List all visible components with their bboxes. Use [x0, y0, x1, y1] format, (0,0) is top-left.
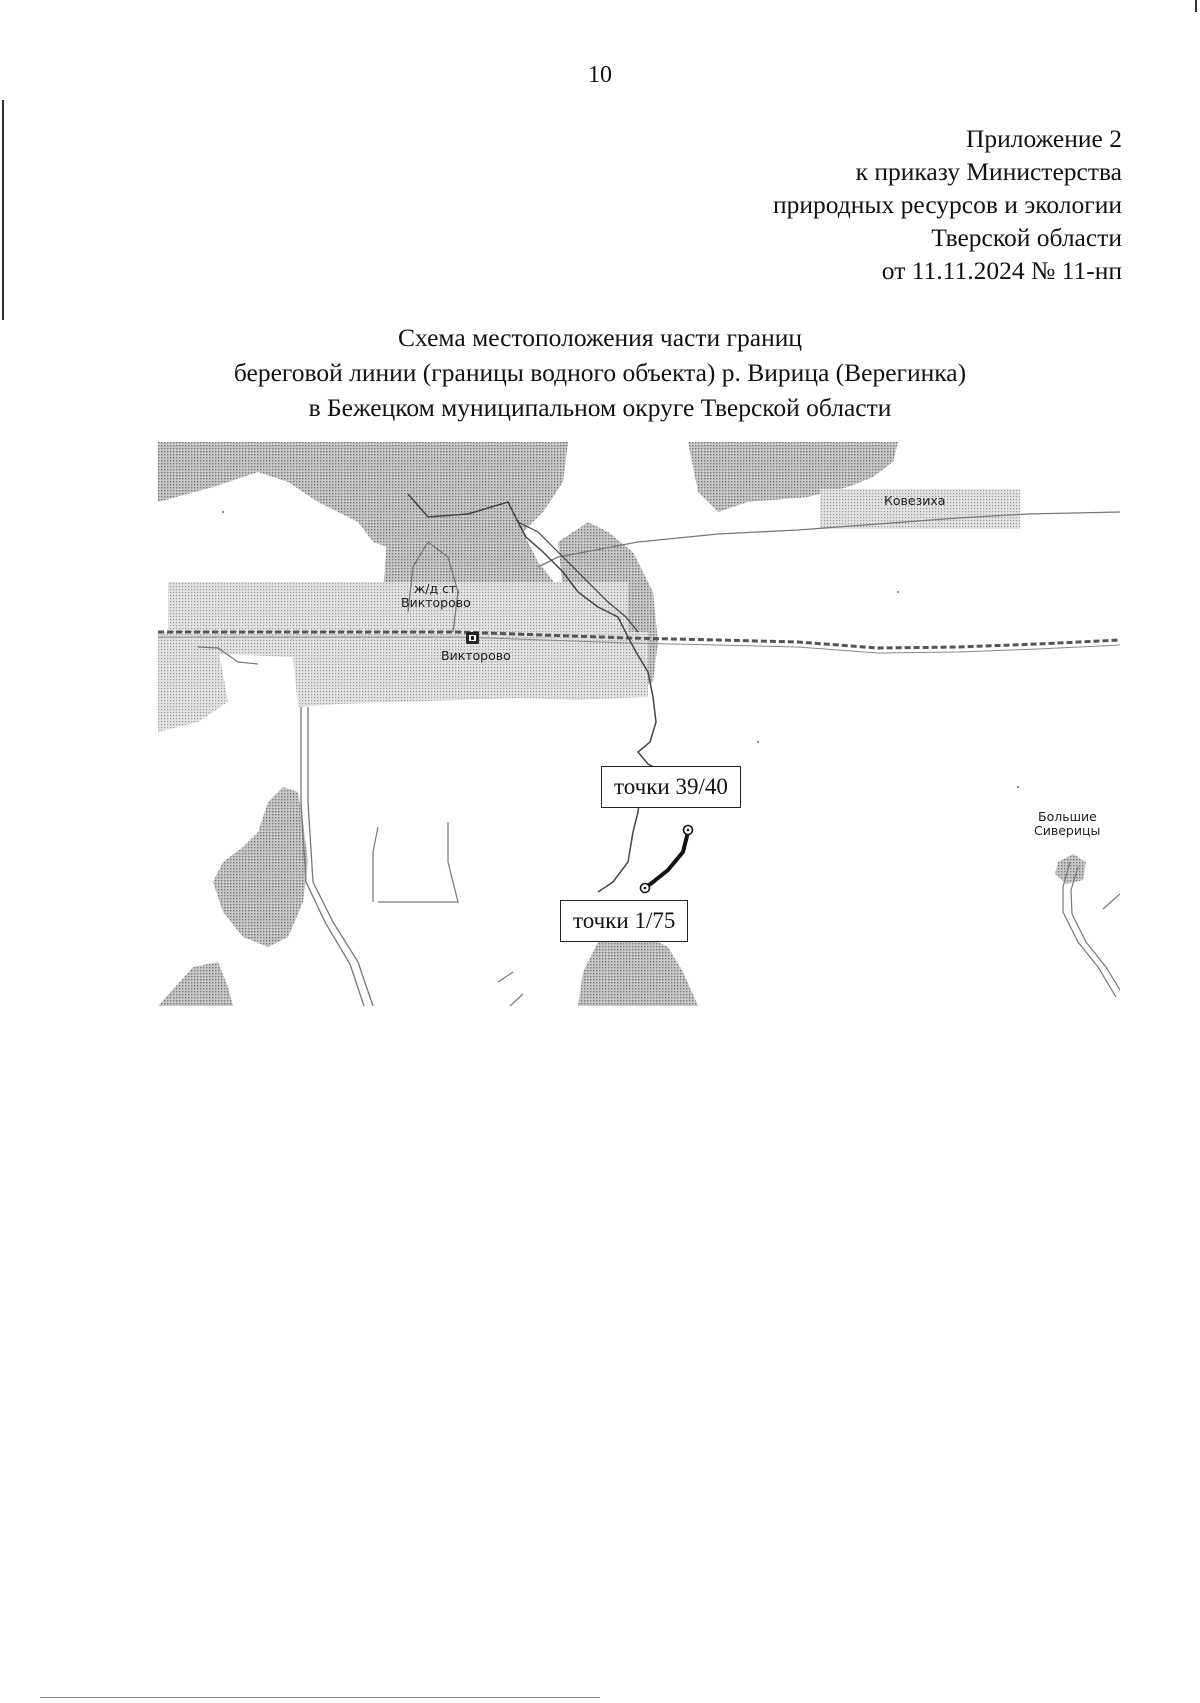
settlement-west-edge: [158, 642, 228, 732]
appendix-line: природных ресурсов и экологии: [772, 190, 1122, 219]
road-west-south: [308, 707, 373, 1006]
appendix-line: Приложение 2: [966, 124, 1122, 153]
callout-points-1-75: точки 1/75: [560, 900, 688, 942]
title-line: в Бежецком муниципальном округе Тверской области: [308, 393, 892, 422]
title-line: Схема местоположения части границ: [397, 323, 803, 352]
appendix-line: Тверской области: [931, 223, 1122, 252]
page-number: 10: [588, 62, 612, 88]
road-west-south-2: [301, 707, 364, 1006]
callout-points-39-40: точки 39/40: [601, 766, 741, 808]
scan-bottom-mark: [40, 1697, 600, 1698]
settlement-viktorovo: [158, 632, 648, 707]
document-title: [0, 320, 1200, 425]
road-east-2: [1071, 867, 1120, 990]
railway-station-icon: [466, 632, 479, 644]
map-label-bolshie-line2: Сиверицы: [1034, 823, 1101, 838]
scan-edge-mark: [1195, 0, 1197, 12]
forest-area-southwest-corner: [158, 962, 233, 1006]
map-label-station-line1: ж/д ст.: [414, 581, 461, 596]
road-loop: [373, 822, 458, 902]
forest-area-south: [578, 937, 698, 1006]
appendix-line: к приказу Министерства: [855, 157, 1122, 186]
boundary-point-marker-icon: [684, 826, 693, 835]
forest-patch-east: [1055, 854, 1086, 884]
appendix-block: [773, 122, 1122, 287]
road-stub-south: [498, 972, 523, 1006]
map-label-kovezikha: Ковезиха: [884, 493, 946, 508]
map-label-viktorovo: Викторово: [441, 648, 511, 663]
boundary-point-marker-icon: [641, 884, 650, 893]
title-line: береговой линии (границы водного объекта) р. Вирица (Верегинка): [233, 358, 967, 387]
location-map: [158, 442, 1120, 1006]
appendix-line: от 11.11.2024 № 11-нп: [881, 256, 1122, 285]
map-label-station-line2: Викторово: [401, 595, 471, 610]
road-stub-east: [1103, 894, 1120, 909]
scan-edge-mark: [2, 100, 4, 320]
map-label-bolshie-line1: Большие: [1038, 809, 1097, 824]
boundary-segment: [645, 832, 688, 888]
forest-area-southwest: [213, 787, 308, 947]
settlement-viktorovo-north: [168, 582, 628, 632]
